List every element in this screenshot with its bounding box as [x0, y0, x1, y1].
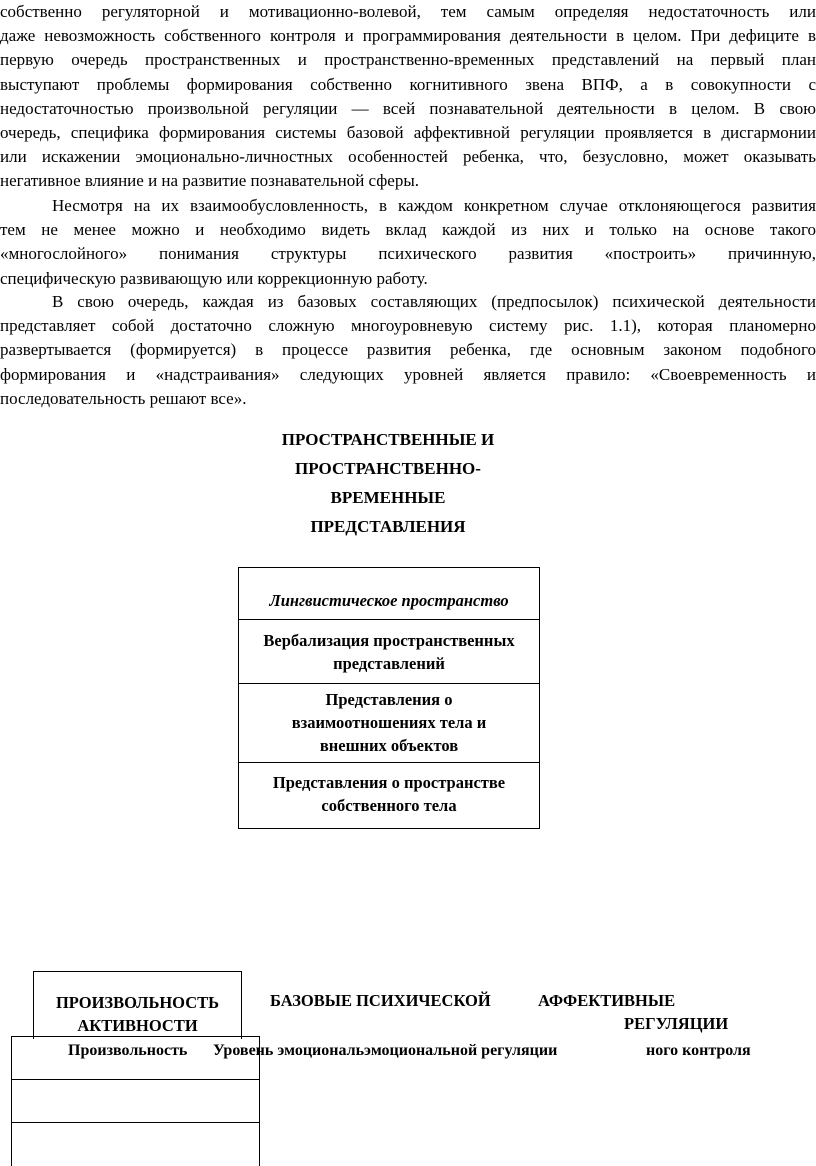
row-text-3: ного контроля: [646, 1042, 751, 1059]
text-line: недостаточностью произвольной регуляции — всей познавательной деятельности в целом. В свою: [0, 98, 816, 118]
level-cell: [239, 620, 539, 683]
diagram-title-line: ВРЕМЕННЫЕ: [330, 488, 446, 507]
text-line: В свою очередь, каждая из базовых составляющих (предпосылок) психической деятельности: [52, 292, 816, 311]
level-label: Лингвистическое пространство: [269, 591, 509, 610]
text-line: или искажении эмоционально-личностных особенностей ребенка, что, безусловно, может оказывать: [0, 147, 816, 167]
level-cell: [239, 763, 539, 825]
text-line: очередь, специфика формирования системы базовой аффективной регуляции проявляется в дисгармонии: [0, 123, 816, 143]
row-text-1: Произвольность: [68, 1042, 188, 1059]
text-line: негативное влияние и на развитие познавательной сферы.: [0, 171, 420, 191]
right-header-title-2: РЕГУЛЯЦИИ: [624, 1014, 729, 1033]
paragraph-3: [0, 290, 816, 411]
text-line: тем не менее можно и необходимо видеть вклад каждой из них и только на основе такого: [0, 220, 816, 240]
levels-box: [238, 567, 540, 829]
text-line: специфическую развивающую или коррекционную работу.: [0, 268, 428, 288]
diagram-title-line: ПРЕДСТАВЛЕНИЯ: [310, 517, 466, 536]
text-line: «многослойного» понимания структуры психического развития «построить» причинную,: [0, 244, 816, 264]
level-cell: [239, 568, 539, 619]
text-line: формирования и «надстраивания» следующих уровней является правило: «Своевременность и: [0, 364, 816, 384]
right-header-title-1: АФФЕКТИВНЫЕ: [538, 991, 676, 1010]
text-line: представляет собой достаточно сложную многоуровневую систему рис. 1.1), которая планомерно: [0, 316, 816, 336]
divider: [12, 1079, 259, 1080]
row-text-2: Уровень эмоциональэмоциональной регуляции: [213, 1042, 558, 1059]
middle-header-title: БАЗОВЫЕ ПСИХИЧЕСКОЙ: [270, 991, 491, 1010]
left-header-title: [33, 991, 242, 1037]
level-label: Представления о пространстве собственного тела: [272, 773, 506, 815]
left-header-label: ПРОИЗВОЛЬНОСТЬ АКТИВНОСТИ: [55, 993, 220, 1035]
diagram-title-line: ПРОСТРАНСТВЕННЫЕ И: [281, 430, 495, 449]
level-label: Вербализация пространственных представлений: [263, 630, 515, 673]
divider: [12, 1122, 259, 1123]
text-line: развертывается (формируется) в процессе развития ребенка, где основным законом подобного: [0, 340, 816, 360]
diagram-title-line: ПРОСТРАНСТВЕННО-: [295, 459, 481, 478]
text-line: собственно регуляторной и мотивационно-волевой, тем самым определяя недостаточность или: [0, 2, 816, 21]
diagram-title: [238, 425, 538, 541]
level-cell: [239, 684, 539, 761]
text-line: первую очередь пространственных и пространственно-временных представлений на первый план: [0, 50, 816, 70]
level-label: Представления о взаимоотношениях тела и внешних объектов: [291, 690, 487, 755]
paragraph-2: [0, 194, 816, 291]
text-line: последовательность решают все».: [0, 388, 247, 408]
text-line: даже невозможность собственного контроля и программирования деятельности в целом. При дефиците в: [0, 26, 816, 46]
text-line: выступают проблемы формирования собственно когнитивного звена ВПФ, а в совокупности с: [0, 74, 816, 94]
paragraph-1: [0, 0, 816, 194]
text-line: Несмотря на их взаимообусловленность, в каждом конкретном случае отклоняющегося развития: [52, 196, 816, 215]
